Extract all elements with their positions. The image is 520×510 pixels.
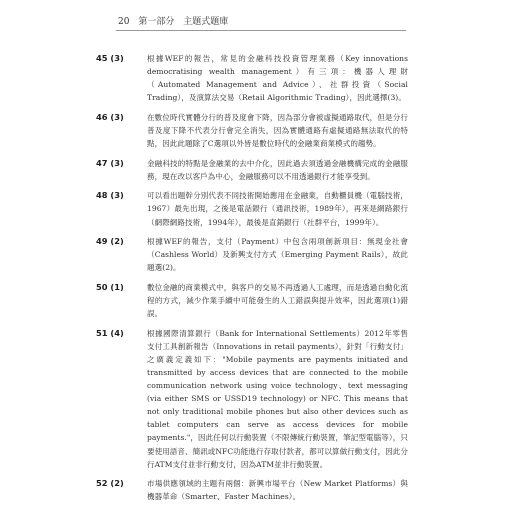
- answer-explanation: 金融科技的特點是金融業的去中介化，因此過去須透過金融機構完成的金融服務，現在改以客戶為中心，金融服務可以不用透過銀行才能享受到。: [147, 158, 408, 181]
- answer-explanation: 數位金融的商業模式中，與客戶的交易不再透過人工處理，而是透過自動化流程的方式，減少作業手續中可能發生的人工錯誤與提升效率，因此選項(1)錯誤。: [147, 282, 408, 319]
- answer-explanation: 根據WEF的報告，支付（Payment）中包含兩項創新項目：無現金社會（Cashless World）及新興支付方式（Emerging Payment Rails），故此題選(2)。: [147, 237, 408, 273]
- answer-explanation: 根據WEF的報告，常見的金融科技投資管理業務（Key innovations democratising wealth management）有三項：機器人理財（Automated Management and Advice）、社群投資（Social Trading），及演算法交易（Retail Algorithmic Trading），因此選擇(3)。: [147, 54, 408, 103]
- answer-number: 46 (3): [96, 111, 124, 122]
- answer-number: 47 (3): [96, 157, 124, 168]
- answer-item: [96, 189, 408, 228]
- answer-explanation: 市場供應領域的主題有兩個：新興市場平台（New Market Platforms）與機器革命（Smarter、Faster Machines）。: [147, 479, 408, 502]
- answer-explanation: 可以看出題幹分別代表不同技術開始應用在金融業，自動櫃員機（電腦技術，1967）最先出現，之後是電話銀行（通訊技術，1989年），再來是網路銀行（網際網路技術，1994年），最後是直銷銀行（社群平台，1999年）。: [147, 191, 408, 227]
- page-number: 20: [118, 17, 130, 27]
- answer-item: [96, 477, 408, 503]
- answer-number: 48 (3): [96, 190, 124, 201]
- answer-number: 51 (4): [96, 327, 124, 338]
- answer-item: [96, 111, 408, 150]
- answer-number: 50 (1): [96, 281, 124, 292]
- answer-number: 49 (2): [96, 236, 124, 247]
- answer-item: [96, 157, 408, 183]
- answer-item: [96, 235, 408, 274]
- header-divider: [116, 30, 406, 31]
- part-title: 第一部分: [138, 17, 175, 27]
- section-title: 主題式題庫: [183, 17, 229, 27]
- answer-item: [96, 281, 408, 320]
- answer-explanation: 在數位時代實體分行的普及度會下降，因為部分會被虛擬通路取代，但是分行普及度下降不代表分行會完全消失，因為實體通路有虛擬通路無法取代的特點，因此此題除了C選項以外皆是數位時代的金融業商業模式的趨勢。: [147, 112, 408, 149]
- running-header: [118, 14, 228, 27]
- answer-number: 45 (3): [96, 53, 124, 63]
- answer-item: [96, 327, 408, 471]
- answer-item: [96, 52, 408, 104]
- answer-explanation: 根據國際清算銀行（Bank for International Settlements）2012年零售支付工具創新報告（Innovations in retail payments），針對「行動支付」之廣義定義如下："Mobile payments are payments initiated and transmitted by access devices that are connected to the mobile communication network using voice technology、text messaging (via either SMS or USSD19 technology) or NFC. This means that not only traditional mobile phones but also other devices such as tablet computers can serve as access devices for mobile payments."，因此任何以行動裝置（不限傳統行動裝置，筆記型電腦等），只要使用語音、簡訊或NFC功能進行存取付款者，都可以算做行動支付，因此分行ATM支付並非行動支付，因為ATM並非行動裝置。: [147, 328, 408, 469]
- answer-number: 52 (2): [96, 478, 124, 489]
- answer-list: [96, 52, 408, 510]
